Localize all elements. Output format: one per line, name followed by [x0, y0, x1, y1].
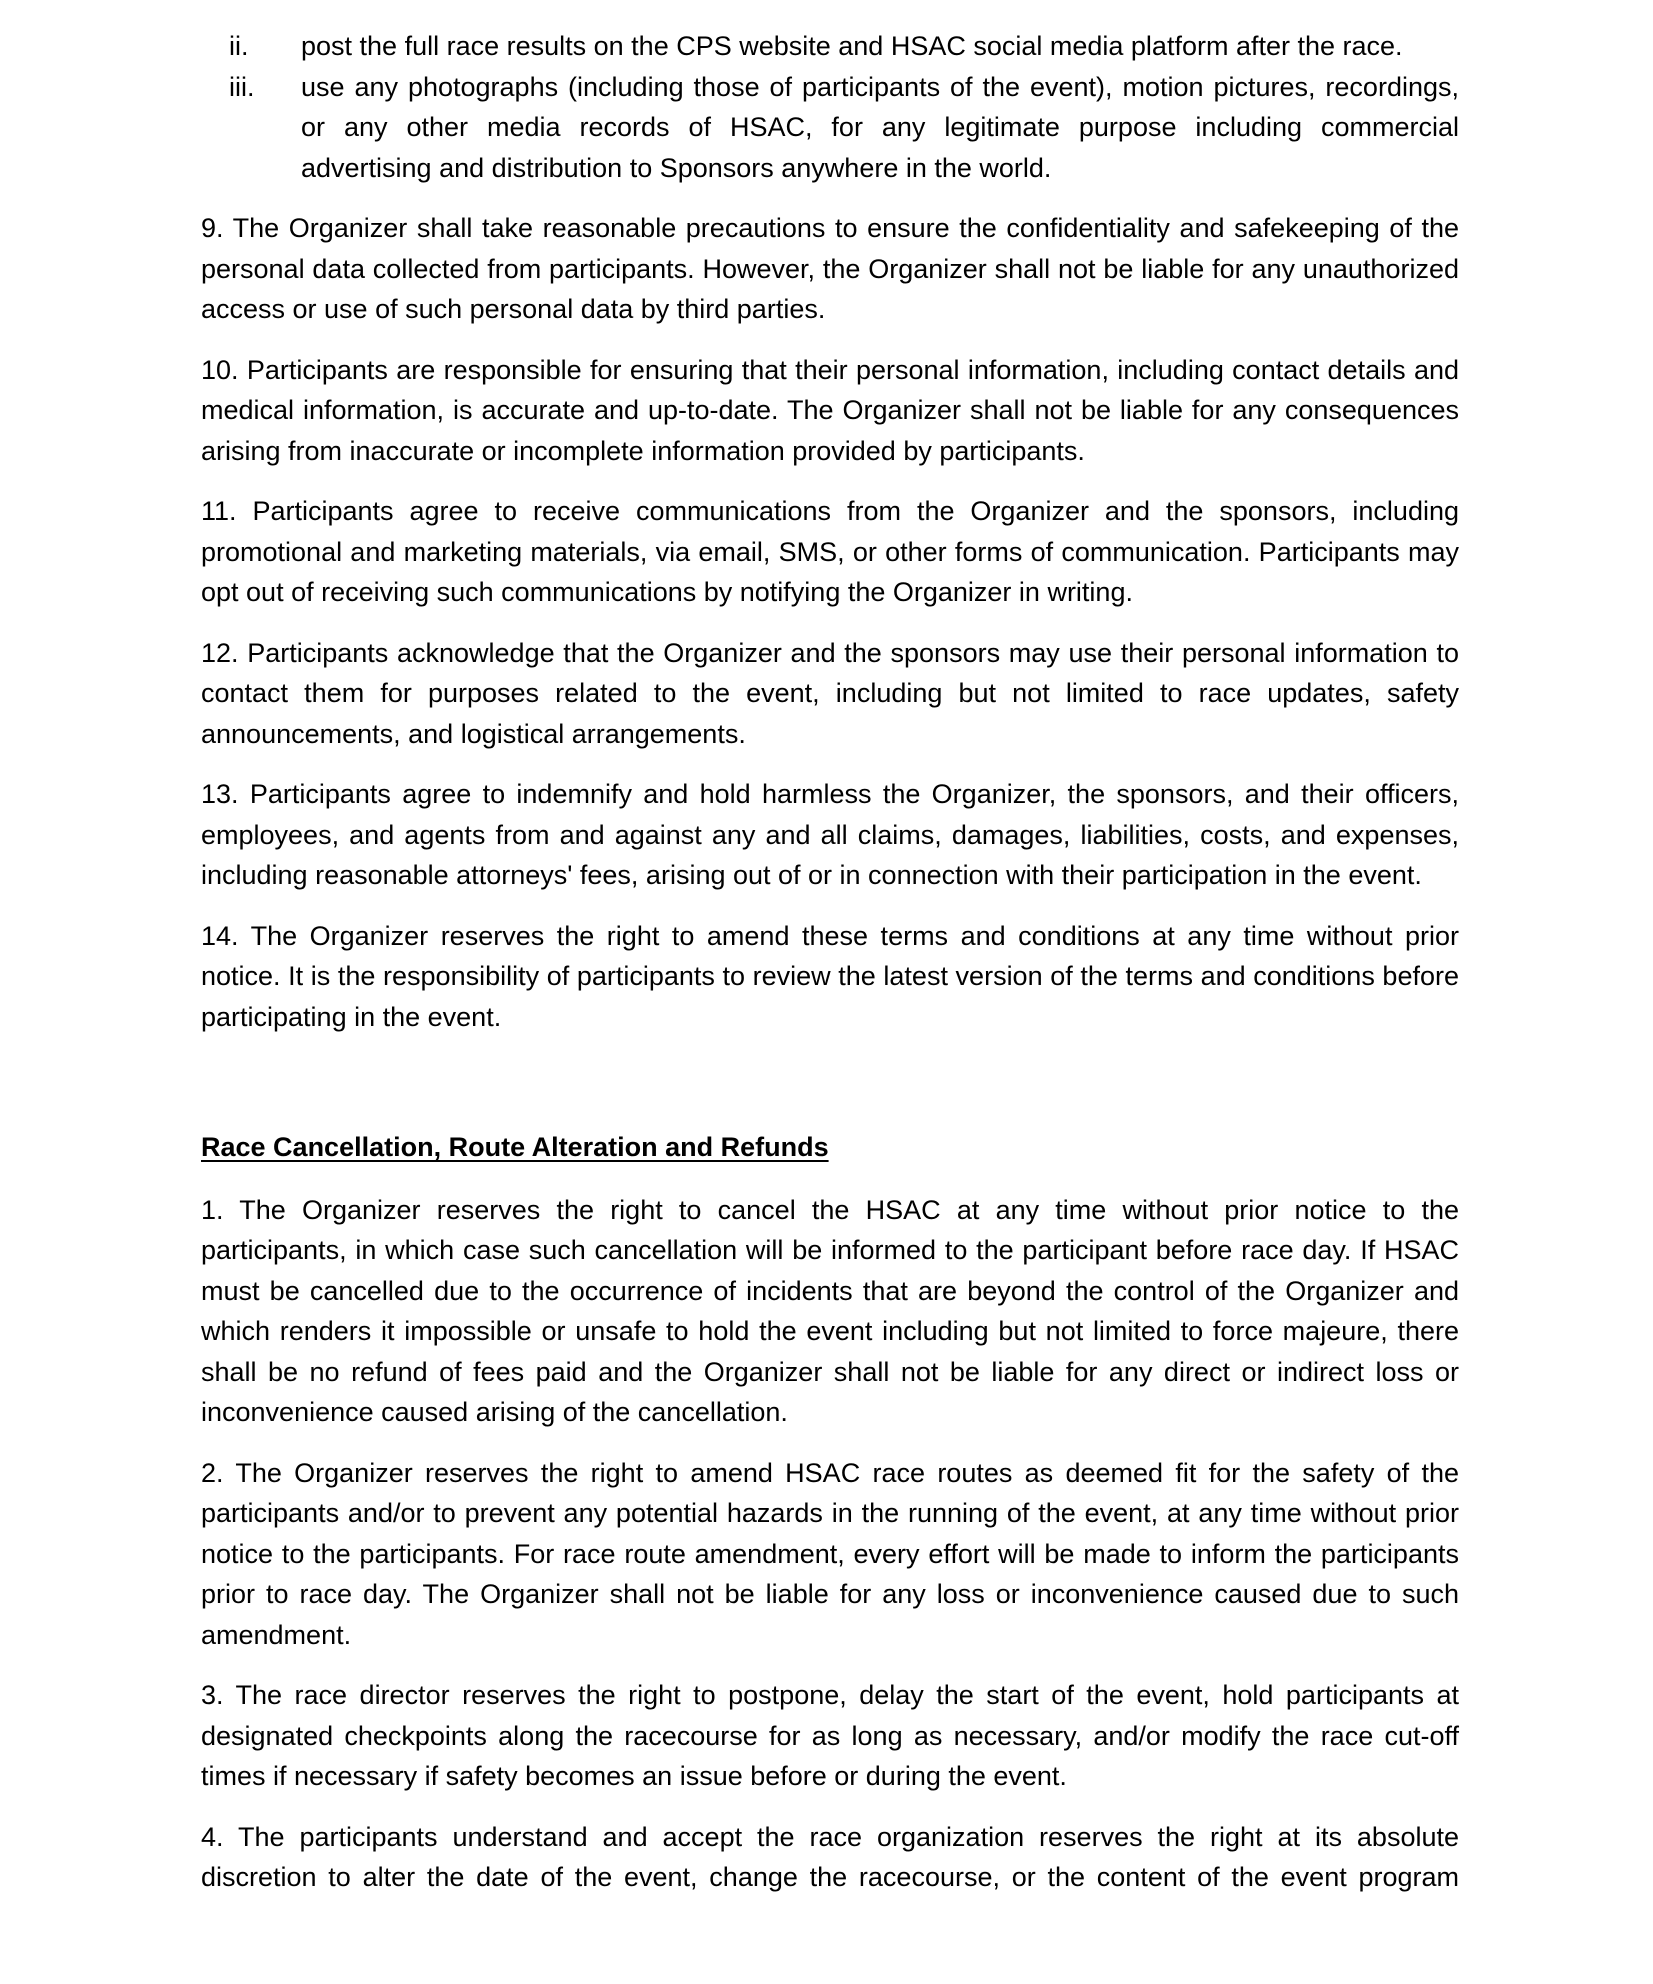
document-page: [201, 26, 1459, 1898]
cancellation-paragraph-2: 2. The Organizer reserves the right to amend HSAC race routes as deemed fit for the safety of the participants and/or to prevent any potential hazards in the running of the event, at any time without prior notice to the participants. For race route amendment, every effort will be made to inform the participants prior to race day. The Organizer shall not be liable for any loss or inconvenience caused due to such amendment.: [201, 1457, 1459, 1650]
terms-paragraph-9: 9. The Organizer shall take reasonable precautions to ensure the confidentiality and safekeeping of the personal data collected from participants. However, the Organizer shall not be liable for any unauthorized access or use of such personal data by third parties.: [201, 213, 1459, 324]
terms-paragraph-14: 14. The Organizer reserves the right to amend these terms and conditions at any time without prior notice. It is the responsibility of participants to review the latest version of the terms and conditions before participating in the event.: [201, 920, 1459, 1032]
cancellation-paragraph-3: 3. The race director reserves the right to postpone, delay the start of the event, hold participants at designated checkpoints along the racecourse for as long as necessary, and/or modify the race cut-off times if necessary if safety becomes an issue before or during the event.: [201, 1680, 1459, 1791]
cancellation-paragraph-4: 4. The participants understand and accept the race organization reserves the right at its absolute discretion to alter the date of the event, change the racecourse, or the content of the event program: [201, 1821, 1459, 1892]
roman-numeral-list: [201, 26, 1459, 188]
list-item-number: iii.: [229, 71, 255, 102]
terms-paragraph-12: 12. Participants acknowledge that the Organizer and the sponsors may use their personal information to contact them for purposes related to the event, including but not limited to race updates, safety announcements, and logistical arrangements.: [201, 637, 1459, 749]
terms-paragraph-11: 11. Participants agree to receive communications from the Organizer and the sponsors, including promotional and marketing materials, via email, SMS, or other forms of communication. Participants may opt out of receiving such communications by notifying the Organizer in writing.: [201, 496, 1459, 607]
list-item: [201, 67, 1459, 189]
terms-paragraph-10: 10. Participants are responsible for ensuring that their personal information, including contact details and medical information, is accurate and up-to-date. The Organizer shall not be liable for any consequences arising from inaccurate or incomplete information provided by participants.: [201, 354, 1459, 466]
terms-paragraph-13: 13. Participants agree to indemnify and hold harmless the Organizer, the sponsors, and their officers, employees, and agents from and against any and all claims, damages, liabilities, costs, and expenses, including reasonable attorneys' fees, arising out of or in connection with their participation in the event.: [201, 779, 1459, 890]
cancellation-paragraph-1: 1. The Organizer reserves the right to cancel the HSAC at any time without prior notice to the participants, in which case such cancellation will be informed to the participant before race day. If HSAC must be cancelled due to the occurrence of incidents that are beyond the control of the Organizer and which renders it impossible or unsafe to hold the event including but not limited to force majeure, there shall be no refund of fees paid and the Organizer shall not be liable for any direct or indirect loss or inconvenience caused arising of the cancellation.: [201, 1194, 1459, 1427]
list-item-number: ii.: [229, 31, 249, 61]
list-item-text: use any photographs (including those of participants of the event), motion pictures, recordings, or any other media records of HSAC, for any legitimate purpose including commercial advertising and distribution to Sponsors anywhere in the world.: [301, 71, 1459, 183]
list-item-text: post the full race results on the CPS website and HSAC social media platform after the race.: [301, 31, 1403, 61]
section-heading: Race Cancellation, Route Alteration and Refunds: [201, 1132, 829, 1162]
list-item: [201, 26, 1459, 67]
